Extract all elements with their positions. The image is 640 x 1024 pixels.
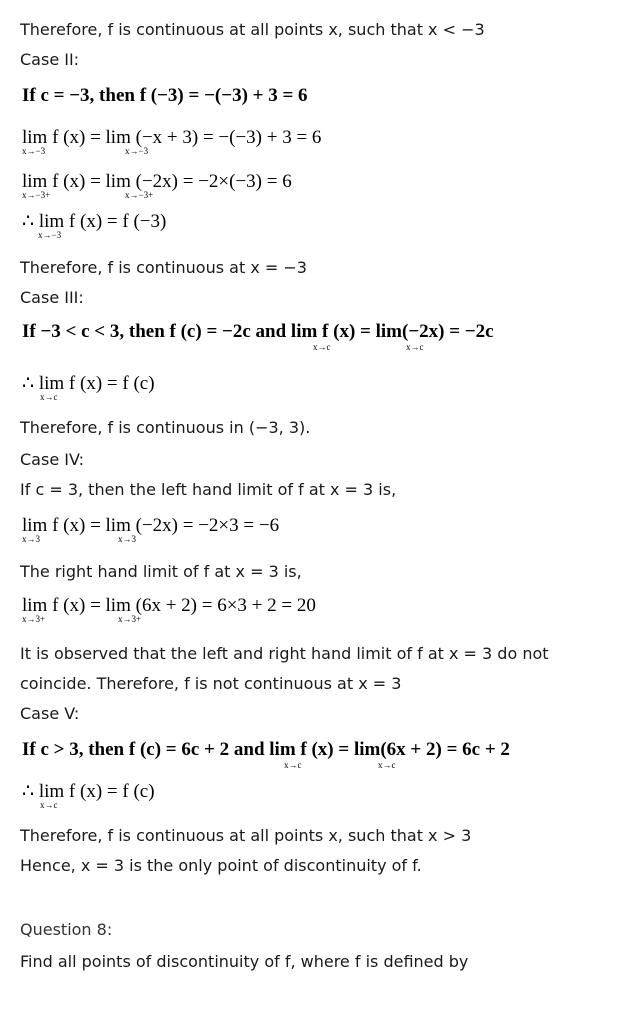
limit-subscript: x→−3 xyxy=(22,146,46,156)
question-label: Question 8: xyxy=(20,920,113,939)
math-line: If −3 < c < 3, then f (c) = −2c and lim f (x) = lim(−2x) = −2c xyxy=(22,321,494,342)
text-line: Therefore, f is continuous at all points x, such that x < −3 xyxy=(20,20,485,39)
limit-subscript: x→3+ xyxy=(22,614,46,624)
case-heading: Case II: xyxy=(20,50,80,69)
limit-subscript: x→c xyxy=(406,342,424,352)
math-line: ∴ lim f (x) = f (c) xyxy=(22,373,155,394)
math-line: If c > 3, then f (c) = 6c + 2 and lim f (x) = lim(6x + 2) = 6c + 2 xyxy=(22,739,510,760)
case-heading: Case V: xyxy=(20,704,80,723)
text-line: Therefore, f is continuous at x = −3 xyxy=(20,258,307,277)
limit-subscript: x→3 xyxy=(118,534,136,544)
math-expression: lim f (x) = lim (−2x) = −2×(−3) = 6 xyxy=(22,171,292,192)
limit-subscript: x→3+ xyxy=(118,614,142,624)
case-heading: Case IV: xyxy=(20,450,84,469)
limit-subscript: x→c xyxy=(40,800,58,810)
text-line: If c = 3, then the left hand limit of f at x = 3 is, xyxy=(20,480,397,499)
text-line: The right hand limit of f at x = 3 is, xyxy=(20,562,302,581)
limit-subscript: x→c xyxy=(284,760,302,770)
text-line: Hence, x = 3 is the only point of discontinuity of f. xyxy=(20,856,422,875)
limit-subscript: x→3 xyxy=(22,534,40,544)
text-line: Therefore, f is continuous at all points x, such that x > 3 xyxy=(20,826,472,845)
limit-subscript: x→−3+ xyxy=(125,190,154,200)
text-line: Therefore, f is continuous in (−3, 3). xyxy=(20,418,311,437)
math-line: ∴ lim f (x) = f (c) xyxy=(22,781,155,802)
question-text: Find all points of discontinuity of f, where f is defined by xyxy=(20,952,469,971)
text-line: It is observed that the left and right hand limit of f at x = 3 do not xyxy=(20,644,549,663)
limit-subscript: x→−3+ xyxy=(22,190,51,200)
math-line: ∴ lim f (x) = f (−3) xyxy=(22,211,167,232)
math-expression: lim f (x) = lim (−x + 3) = −(−3) + 3 = 6 xyxy=(22,127,322,148)
math-line: If c = −3, then f (−3) = −(−3) + 3 = 6 xyxy=(22,85,308,106)
limit-subscript: x→c xyxy=(313,342,331,352)
text-line: coincide. Therefore, f is not continuous at x = 3 xyxy=(20,674,402,693)
limit-subscript: x→c xyxy=(378,760,396,770)
math-line xyxy=(22,126,321,150)
math-line xyxy=(22,170,292,194)
math-line: lim f (x) = lim (6x + 2) = 6×3 + 2 = 20 xyxy=(22,595,316,616)
limit-subscript: x→−3 xyxy=(125,146,149,156)
limit-subscript: x→c xyxy=(40,392,58,402)
case-heading: Case III: xyxy=(20,288,84,307)
limit-subscript: x→−3 xyxy=(38,230,62,240)
math-line: lim f (x) = lim (−2x) = −2×3 = −6 xyxy=(22,515,280,536)
